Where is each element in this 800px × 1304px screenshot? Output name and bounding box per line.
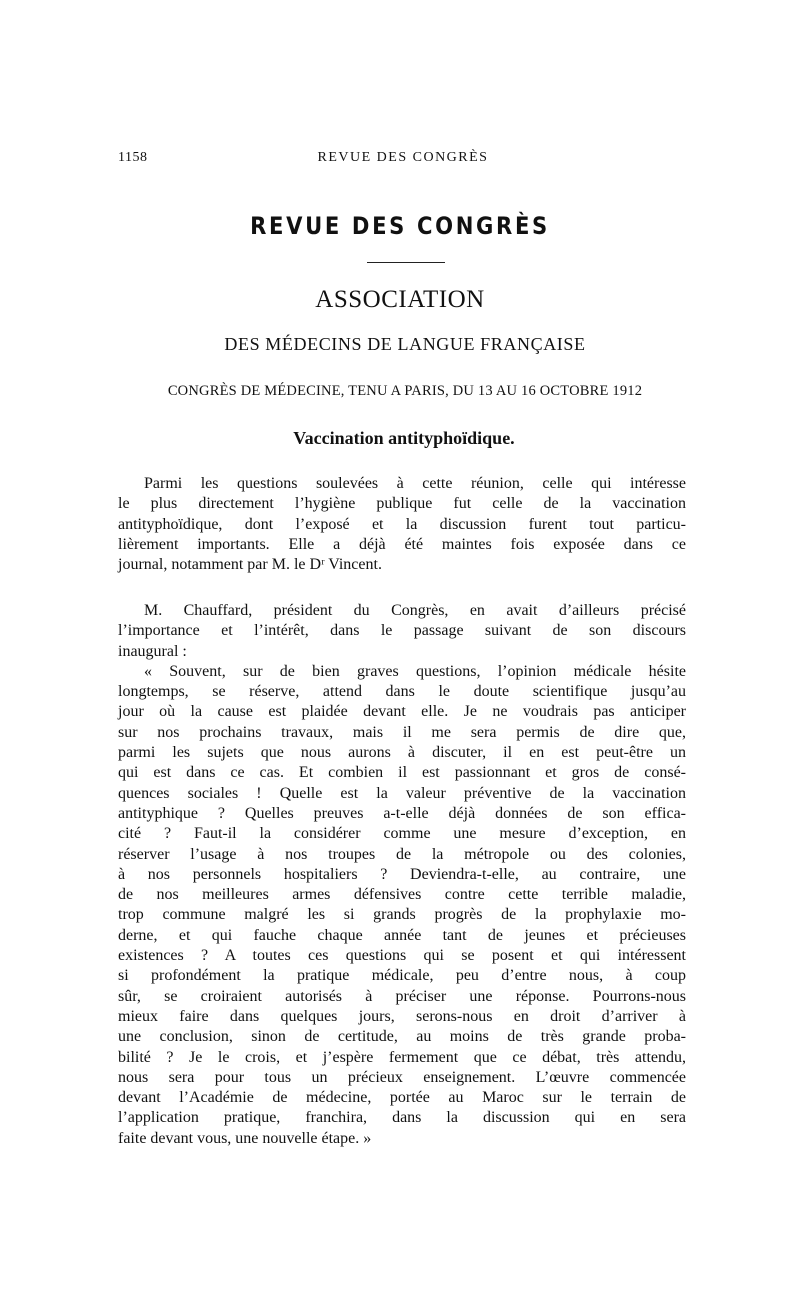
- quote-line: si profondément la pratique médicale, peu d’entre nous, à coup: [118, 967, 686, 985]
- association-subtitle: DES MÉDECINS DE LANGUE FRANÇAISE: [224, 334, 586, 354]
- title-divider: [367, 262, 445, 263]
- paragraph-line: M. Chauffard, président du Congrès, en avait d’ailleurs précisé: [144, 602, 686, 619]
- quote-line: jour où la cause est plaidée devant elle. Je ne voudrais pas anticiper: [118, 703, 686, 721]
- quote-line: devant l’Académie de médecine, portée au Maroc sur le terrain de: [118, 1089, 686, 1107]
- quote-line: existences ? A toutes ces questions qui se posent et qui intéressent: [118, 947, 686, 965]
- paragraph-line: l’importance et l’intérêt, dans le passage suivant de son discours: [118, 622, 686, 640]
- quote-line: cité ? Faut-il la considérer comme une mesure d’exception, en: [118, 825, 686, 843]
- quote-line: « Souvent, sur de bien graves questions, l’opinion médicale hésite: [144, 662, 686, 680]
- journal-title: REVUE DES CONGRÈS: [250, 212, 550, 240]
- quote-line: réserver l’usage à nos troupes de la métropole ou des colonies,: [118, 845, 686, 863]
- quote-line: l’application pratique, franchira, dans la discussion qui en sera: [118, 1109, 686, 1127]
- quote-line: parmi les sujets que nous aurons à discuter, il en est peut-être un: [118, 744, 686, 762]
- quote-line: longtemps, se réserve, attend dans le doute scientifique jusqu’au: [118, 683, 686, 701]
- section-title: Vaccination antityphoïdique.: [293, 428, 515, 448]
- quote-line: de nos meilleures armes défensives contre cette terrible maladie,: [118, 886, 686, 904]
- quote-line: mieux faire dans quelques jours, serons-nous en droit d’arriver à: [118, 1007, 686, 1025]
- quote-line: qui est dans ce cas. Et combien il est passionnant et gros de consé-: [118, 764, 686, 782]
- page-header: [118, 150, 688, 172]
- association-title: ASSOCIATION: [315, 286, 485, 313]
- paragraph-line: lièrement importants. Elle a déjà été maintes fois exposée dans ce: [118, 535, 686, 553]
- quote-line: derne, et qui fauche chaque année tant de jeunes et précieuses: [118, 926, 686, 944]
- paragraph-2: [118, 601, 686, 1149]
- paragraph-line: le plus directement l’hygiène publique fut celle de la vaccination: [118, 495, 686, 513]
- quote-line: sûr, se croiraient autorisés à préciser une réponse. Pourrons-nous: [118, 987, 686, 1005]
- running-title: REVUE DES CONGRÈS: [317, 150, 489, 165]
- paragraph-line: Parmi les questions soulevées à cette réunion, celle qui intéresse: [144, 475, 686, 492]
- paragraph-line: journal, notamment par M. le Dʳ Vincent.: [118, 556, 382, 574]
- quote-line: quences sociales ! Quelle est la valeur préventive de la vaccination: [118, 784, 686, 802]
- quote-line: faite devant vous, une nouvelle étape. »: [118, 1129, 372, 1147]
- quote-line: sur nos prochains travaux, mais il me sera permis de dire que,: [118, 723, 686, 741]
- quote-line: à nos personnels hospitaliers ? Deviendra-t-elle, au contraire, une: [118, 865, 686, 883]
- paragraph-line: antityphoïdique, dont l’exposé et la discussion furent tout particu-: [118, 515, 686, 533]
- paragraph-1: [118, 474, 686, 575]
- quote-line: bilité ? Je le crois, et j’espère fermement que ce débat, très attendu,: [118, 1048, 686, 1066]
- congress-line: CONGRÈS DE MÉDECINE, TENU A PARIS, DU 13 AU 16 OCTOBRE 1912: [167, 383, 643, 399]
- quote-line: une conclusion, sinon de certitude, au moins de très grande proba-: [118, 1028, 686, 1046]
- quote-line: trop commune malgré les si grands progrès de la prophylaxie mo-: [118, 906, 686, 924]
- paragraph-line: inaugural :: [118, 642, 187, 660]
- page-number: 1158: [118, 150, 148, 165]
- quote-line: antityphique ? Quelles preuves a-t-elle déjà données de son effica-: [118, 804, 686, 822]
- quote-line: nous sera pour tous un précieux enseignement. L’œuvre commencée: [118, 1068, 686, 1086]
